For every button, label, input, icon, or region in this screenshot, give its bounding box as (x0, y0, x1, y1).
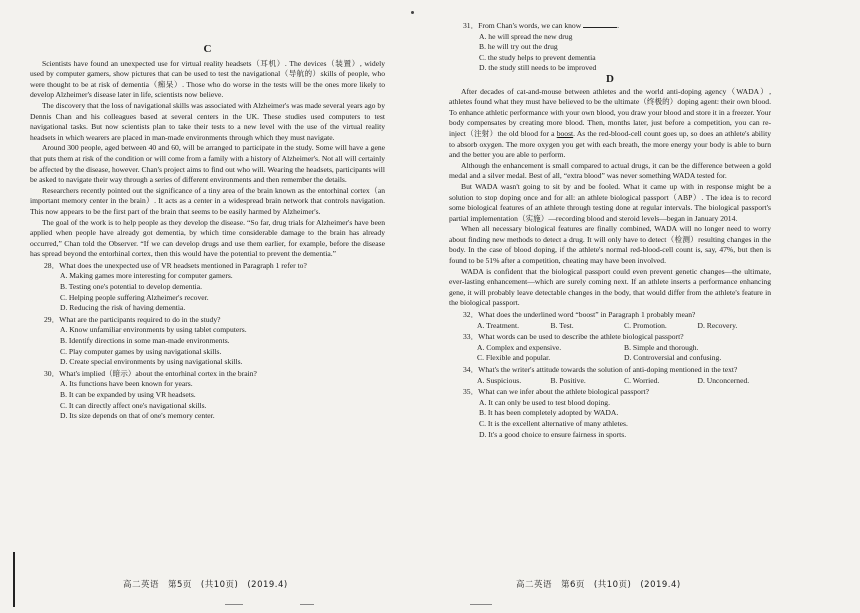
passage-c-paragraph: The discovery that the loss of navigational skills was associated with Alzheimer's was made several years ago by Dennis Chan and his colleagues based at several centers in the UK. These studies used computers to test navigational tasks. But now scientists plan to take their tests to a new level with the use of the virtual reality headsets in which wearers are placed in man-made environments through which they must navigate. (30, 100, 385, 142)
question-34 (449, 365, 771, 386)
option: C. Worried. (624, 375, 660, 385)
question-stem (449, 20, 771, 32)
left-column (30, 16, 385, 422)
right-column (449, 16, 771, 440)
option: D. Unconcerned. (697, 375, 750, 385)
page-footer-right: 高二英语 第6页 (共10页) (2019.4) (516, 580, 681, 590)
option: B. Test. (550, 320, 574, 330)
paragraph-text: . As the red-blood-cell count goes up, so does an athlete's ability to absorb oxygen. The more oxygen you get with each breath, the more energy your body is able to burn and the better you are able to perform. (449, 128, 771, 160)
option: B. It can be expanded by using VR headsets. (60, 390, 196, 399)
option: B. Testing one's potential to develop dementia. (60, 282, 202, 292)
option: C. Play computer games by using navigational skills. (60, 346, 222, 356)
option: C. the study helps to prevent dementia (479, 52, 596, 62)
option: D. Recovery. (697, 320, 738, 330)
option: B. It has been completely adopted by WADA. (479, 408, 619, 418)
passage-d-paragraph: When all necessary biological features are finally combined, WADA will no longer need to worry about finding new methods to detect a drug. It will only have to detect（检测）resulting changes in the body. In the case of blood doping, if the athlete's normal red-blood-cell count is, say, 47%, but then is found to be 51% after a competition, cheating may have been involved. (449, 224, 771, 266)
option: D. It's a good choice to ensure fairness in sports. (479, 429, 627, 439)
paragraph-text: After decades of cat-and-mouse between athletes and the world anti-doping agency（WADA）, athletes found what they must have believed to be the ultimate（终极的）doping agent: their own blood. To enhance athletic performance with your own blood, you draw your blood and store it in a freezer. Your body compensates by creating more blood. Then, months later, just before a competition, you can re-inject（注射）the old blood for a (449, 86, 771, 138)
option: A. Its functions have been known for years. (60, 379, 193, 389)
question-stem: 29．What are the participants required to do in the study? (44, 314, 221, 324)
option: A. Know unfamiliar environments by using tablet computers. (60, 325, 247, 335)
option: C. It can directly affect one's navigational skills. (60, 400, 207, 410)
bleed-mark (300, 604, 314, 605)
question-35 (449, 387, 771, 440)
binding-dot (411, 11, 414, 14)
option: C. It is the excellent alternative of many athletes. (479, 418, 628, 428)
question-33 (449, 332, 771, 364)
option: B. Simple and thorough. (624, 342, 699, 352)
question-28 (30, 261, 385, 314)
answer-blank (583, 20, 620, 30)
option: D. Create special environments by using navigational skills. (60, 357, 243, 367)
passage-c-paragraph: The goal of the work is to help people as they develop the disease. “So far, drug trials for Alzheimer's have been applied when people have already got dementia, by which time considerable damage to the brain has already occurred,” Chan told the Observer. “If we can develop drugs and use them earlier, for example, before the disease has spread beyond the entorhinal cortex, then this would have the potential to prevent the dementia.” (30, 217, 385, 259)
question-29 (30, 315, 385, 368)
question-stem: 33．What words can be used to describe the athlete biological passport? (463, 332, 684, 342)
passage-d-paragraph: WADA is confident that the biological passport could even prevent genetic changes—the ultimate, ever-lasting enhancement—which are surely coming next. If an athlete inserts a performance enhancing gene, it will probably leave detectable changes in the body, that would differ from the athlete's feature in the biological passport. (449, 266, 771, 308)
option-row (449, 321, 771, 332)
passage-c-paragraph: Scientists have found an unexpected use for virtual reality headsets（耳机）. The devices（装置）, widely used by computer gamers, show pictures that can be used to test the navigational（导航的）skills of people, who were thought to be at risk of dementia（痴呆）. Those who do worse in the tests will be the ones more likely to develop Alzheimer's disease later in life, scientists now believe. (30, 58, 385, 100)
question-30 (30, 369, 385, 422)
question-stem: 34．What's the writer's attitude towards the solution of anti-doping mentioned in the text? (463, 365, 738, 374)
option: A. he will spread the new drug (479, 31, 573, 41)
question-stem: 30．What's implied（暗示）about the entorhinal cortex in the brain? (44, 368, 257, 378)
margin-mark (13, 552, 15, 607)
question-stem: 35．What can we infer about the athlete biological passport? (463, 387, 649, 397)
passage-d-letter: D (606, 72, 614, 85)
passage-c-letter: C (203, 43, 212, 55)
passage-d-paragraph-1 (449, 87, 771, 161)
option: B. Positive. (550, 375, 586, 385)
option: D. the study still needs to be improved (479, 63, 597, 73)
option: D. Reducing the risk of having dementia. (60, 303, 186, 313)
option: A. Making games more interesting for computer gamers. (60, 271, 233, 281)
option-row (449, 343, 771, 354)
option: A. Complex and expensive. (477, 342, 562, 352)
question-31 (449, 20, 771, 74)
question-32 (449, 310, 771, 331)
page-footer-left: 高二英语 第5页 (共10页) (2019.4) (123, 580, 288, 590)
option: A. Treatment. (477, 320, 519, 330)
option: B. Identify directions in some man-made environments. (60, 336, 230, 346)
option: B. he will try out the drug (479, 42, 558, 52)
question-stem: 32．What does the underlined word “boost” in Paragraph 1 probably mean? (463, 310, 696, 320)
bleed-mark (225, 604, 243, 605)
option: C. Flexible and popular. (477, 353, 551, 363)
passage-c-paragraph: Researchers recently pointed out the significance of a tiny area of the brain known as the entorhinal cortex（an important memory center in the brain）. It acts as a center in a widespread brain network that controls navigation. This now appears to be the first part of the brain that seems to be easily harmed by Alzheimer's. (30, 185, 385, 216)
passage-d-paragraph: Although the enhancement is small compared to actual drugs, it can be the difference between a gold medal and a silver medal. Best of all, “extra blood” was never something WADA tested for. (449, 160, 771, 181)
bleed-mark (470, 604, 492, 605)
question-stem-end: . (617, 21, 620, 30)
option-row (449, 353, 771, 364)
option: D. Its size depends on that of one's memory center. (60, 411, 215, 421)
option: C. Promotion. (624, 320, 667, 330)
underlined-word: boost (556, 128, 574, 138)
passage-d-paragraph: But WADA wasn't going to sit by and be fooled. What it came up with in response might be a solution to stop doping once and for all: an athlete biological passport（ABP）. The idea is to record some biological features of an athlete through testing done at regular intervals. The biological passport's partial implementation（实施）—recording blood and steroid levels—began in January 2014. (449, 181, 771, 223)
option-row (449, 376, 771, 387)
option: C. Helping people suffering Alzheimer's recover. (60, 292, 209, 302)
option: D. Controversial and confusing. (624, 353, 722, 363)
question-stem-text: 31．From Chan's words, we can know (463, 21, 582, 30)
question-stem: 28．What does the unexpected use of VR headsets mentioned in Paragraph 1 refer to? (44, 260, 307, 270)
option: A. It can only be used to test blood doping. (479, 397, 610, 407)
option: A. Suspicious. (477, 375, 522, 385)
passage-c-paragraph: Around 300 people, aged between 40 and 60, will be arranged to participate in the study. Some will have a gene that puts them at risk of the condition or will come from a family with a history of Alzheimer's. Not all will certainly be affected by the disease, however. Chan's project aims to find out who will. Wearing the headsets, participants will be asked to navigate their way through a series of different environments and then remember the details. (30, 143, 385, 185)
